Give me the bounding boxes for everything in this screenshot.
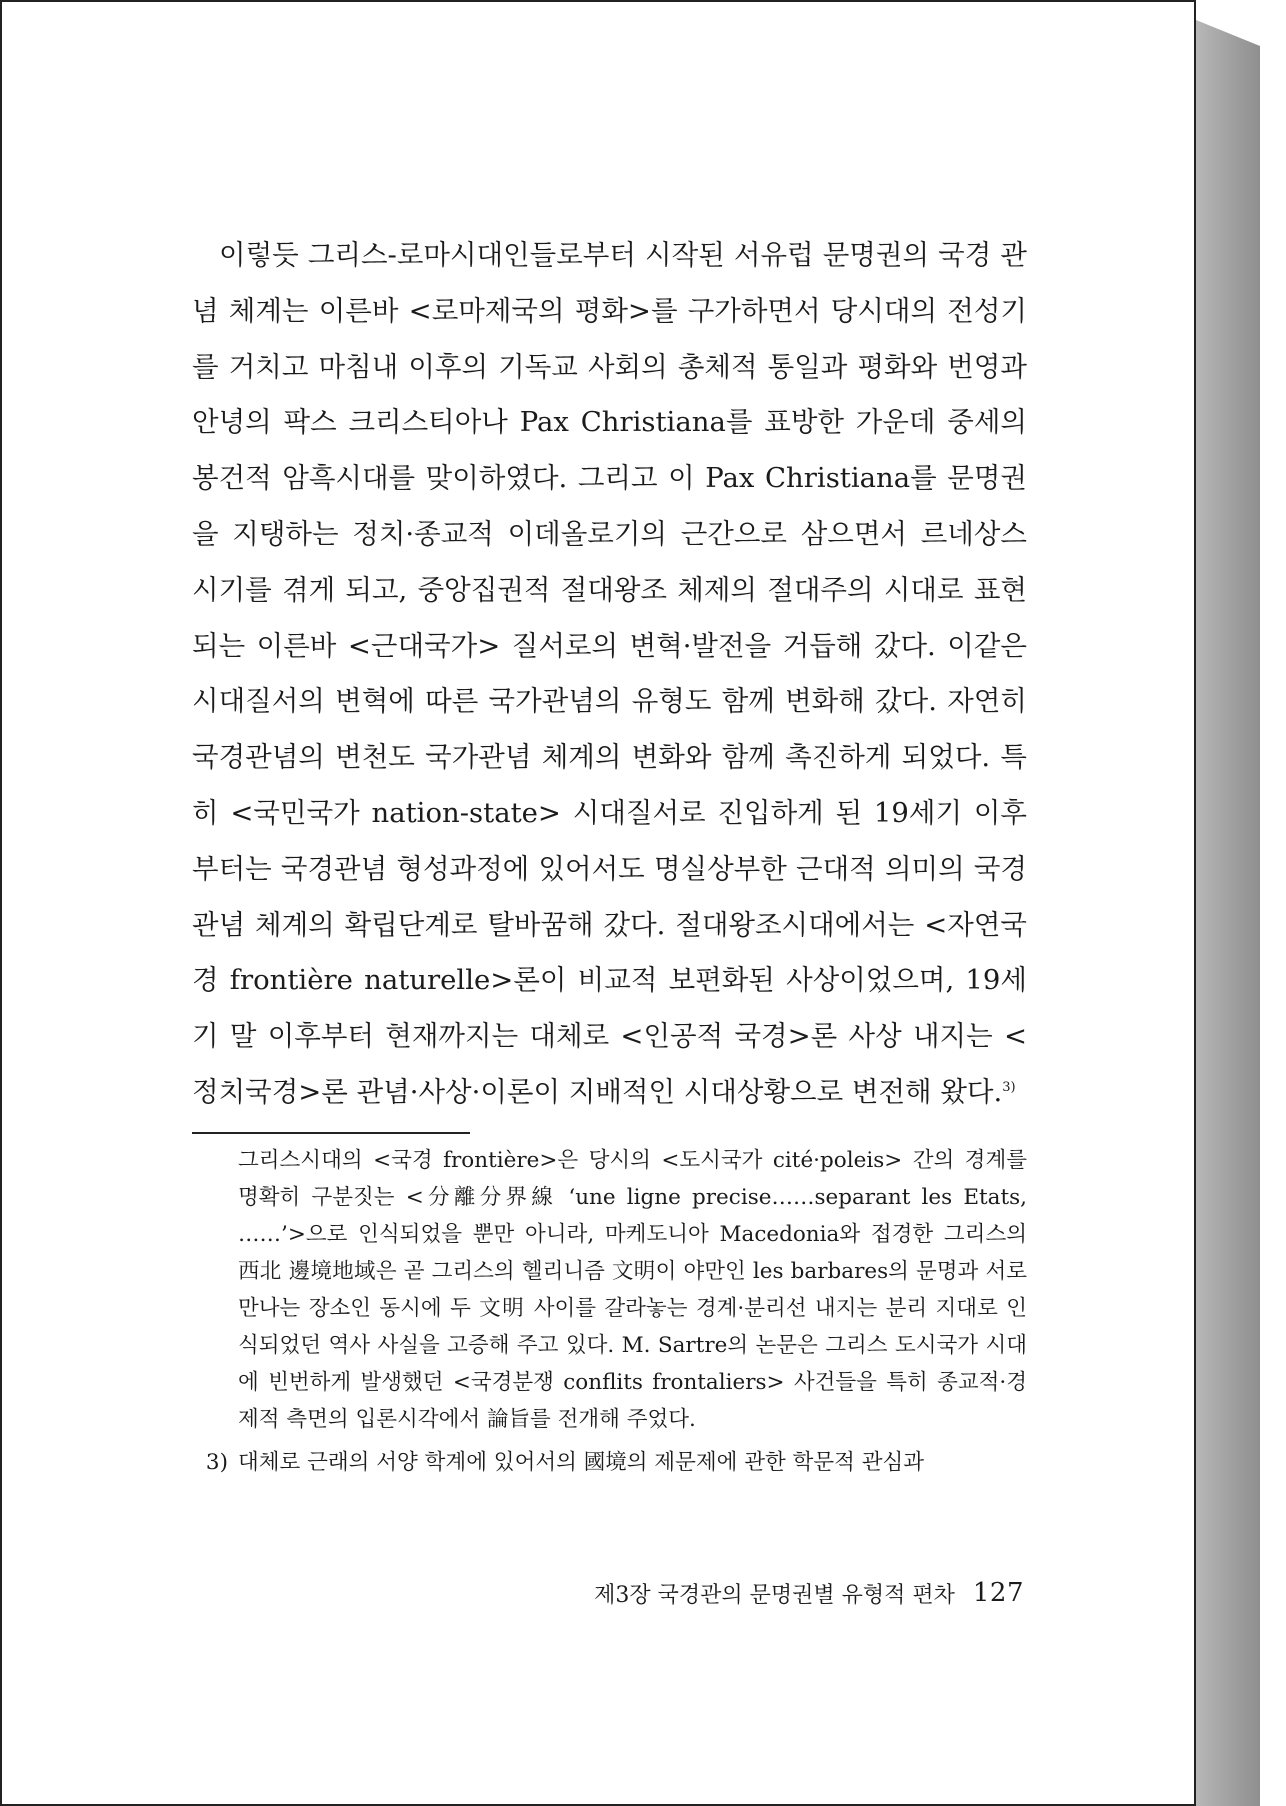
main-paragraph-text: 이렇듯 그리스-로마시대인들로부터 시작된 서유럽 문명권의 국경 관념 체계는 이른바 <로마제국의 평화>를 구가하면서 당시대의 전성기를 거치고 마침내 이후의 기독교 사회의 총체적 통일과 평화와 번영과 안녕의 팍스 크리스티아나 Pax Christiana를 표방한 가운데 중세의 봉건적 암흑시대를 맞이하였다. 그리고 이 Pax Christiana를 문명권을 지탱하는 정치·종교적 이데올로기의 근간으로 삼으면서 르네상스 시기를 겪게 되고, 중앙집권적 절대왕조 체제의 절대주의 시대로 표현되는 이른바 <근대국가> 질서로의 변혁·발전을 거듭해 갔다. 이같은 시대질서의 변혁에 따른 국가관념의 유형도 함께 변화해 갔다. 자연히 국경관념의 변천도 국가관념 체계의 변화와 함께 촉진하게 되었다. 특히 <국민국가 nation-state> 시대질서로 진입하게 된 19세기 이후부터는 국경관념 형성과정에 있어서도 명실상부한 근대적 의미의 국경관념 체계의 확립단계로 탈바꿈해 갔다. 절대왕조시대에서는 <자연국경 frontière naturelle>론이 비교적 보편화된 사상이었으며, 19세기 말 이후부터 현재까지는 대체로 <인공적 국경>론 사상 내지는 <정치국경>론 관념·사상·이론이 지배적인 시대상황으로 변전해 왔다. — [192, 239, 1027, 1108]
book-page-edge — [1196, 0, 1260, 1806]
main-paragraph — [192, 228, 1027, 1121]
page-number: 127 — [972, 1578, 1024, 1608]
footnote-3 — [192, 1444, 1027, 1481]
footnote-separator — [192, 1132, 470, 1134]
main-body-text — [192, 228, 1027, 1121]
running-footer — [542, 1578, 1024, 1609]
footnote-2-continued: 그리스시대의 <국경 frontière>은 당시의 <도시국가 cité·poleis> 간의 경계를 명확히 구분짓는 <分離分界線 ‘une ligne precise……separant les Etats, ……’>으로 인식되었을 뿐만 아니라, 마케도니아 Macedonia와 접경한 그리스의 西北 邊境地域은 곧 그리스의 헬리니즘 文明이 야만인 les barbares의 문명과 서로 만나는 장소인 동시에 두 文明 사이를 갈라놓는 경계·분리선 내지는 분리 지대로 인식되었던 역사 사실을 고증해 주고 있다. M. Sartre의 논문은 그리스 도시국가 시대에 빈번하게 발생했던 <국경분쟁 conflits frontaliers> 사건들을 특히 종교적·경제적 측면의 입론시각에서 論旨를 전개해 주었다. — [238, 1148, 1027, 1432]
footnote-3-number: 3) — [205, 1450, 228, 1475]
footnote-3-text: 대체로 근래의 서양 학계에 있어서의 國境의 제문제에 관한 학문적 관심과 — [238, 1450, 925, 1475]
footnote-reference-3[interactable]: 3) — [1002, 1079, 1016, 1095]
chapter-title: 제3장 국경관의 문명권별 유형적 편차 — [594, 1583, 955, 1608]
footnotes-section — [192, 1142, 1027, 1481]
